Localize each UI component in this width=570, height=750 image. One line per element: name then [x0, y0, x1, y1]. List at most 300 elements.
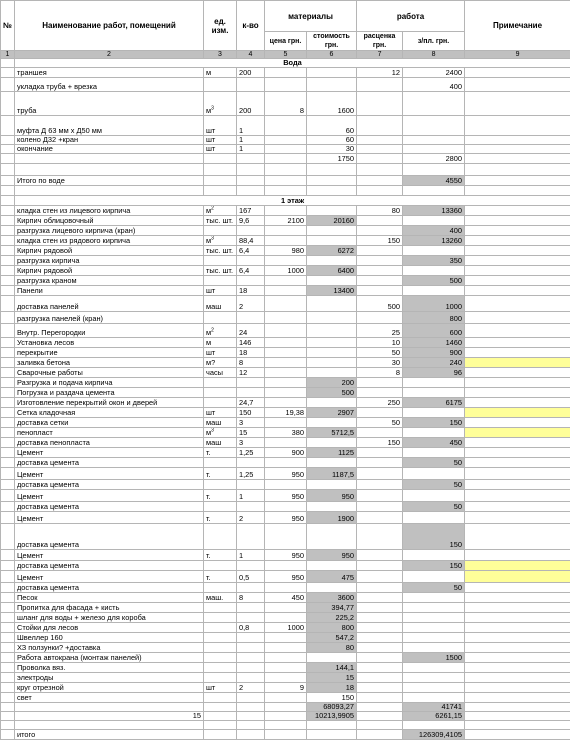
cell-qty[interactable]: 150: [237, 408, 265, 418]
cell-qty[interactable]: [237, 693, 265, 703]
cell-cost[interactable]: [307, 236, 357, 246]
cell-qty[interactable]: [237, 653, 265, 663]
cell-num[interactable]: [1, 266, 15, 276]
cell-cost[interactable]: [307, 721, 357, 730]
cell-name[interactable]: пенопласт: [15, 428, 204, 438]
cell-cost[interactable]: [307, 312, 357, 324]
cell-cost[interactable]: [307, 68, 357, 78]
cell-note[interactable]: [465, 286, 570, 296]
cell-note[interactable]: [465, 145, 570, 154]
cell-rate[interactable]: [357, 683, 403, 693]
cell-unit[interactable]: шт: [204, 348, 237, 358]
cell-num[interactable]: [1, 593, 15, 603]
cell-salary[interactable]: [403, 683, 465, 693]
cell-num[interactable]: [1, 712, 15, 721]
cell-note[interactable]: [465, 186, 570, 196]
cell-qty[interactable]: 1: [237, 116, 265, 136]
cell-price[interactable]: [265, 226, 307, 236]
cell-num[interactable]: [1, 154, 15, 164]
cell-salary[interactable]: 400: [403, 78, 465, 92]
cell-price[interactable]: [265, 68, 307, 78]
cell-note[interactable]: [465, 623, 570, 633]
cell-num[interactable]: [1, 448, 15, 458]
cell-salary[interactable]: [403, 286, 465, 296]
cell-salary[interactable]: [403, 673, 465, 683]
cell-unit[interactable]: [204, 480, 237, 490]
cell-note[interactable]: [465, 368, 570, 378]
cell-cost[interactable]: 30: [307, 145, 357, 154]
cell-rate[interactable]: [357, 256, 403, 266]
cell-note[interactable]: [465, 296, 570, 312]
cell-qty[interactable]: 24,7: [237, 398, 265, 408]
cell-note[interactable]: [465, 378, 570, 388]
cell-cost[interactable]: 144,1: [307, 663, 357, 673]
cell-unit[interactable]: [204, 561, 237, 571]
cell-cost[interactable]: [307, 480, 357, 490]
cell-note[interactable]: [465, 480, 570, 490]
cell-salary[interactable]: 50: [403, 458, 465, 468]
cell-name[interactable]: разгрузка краном: [15, 276, 204, 286]
cell-cost[interactable]: [307, 524, 357, 550]
cell-note[interactable]: [465, 643, 570, 653]
cell-name[interactable]: доставка сетки: [15, 418, 204, 428]
cell-unit[interactable]: $м^3$: [204, 92, 237, 116]
cell-price[interactable]: [265, 480, 307, 490]
cell-note[interactable]: [465, 136, 570, 145]
cell-salary[interactable]: 13260: [403, 236, 465, 246]
cell-price[interactable]: 980: [265, 246, 307, 256]
cell-qty[interactable]: [237, 730, 265, 740]
cell-num[interactable]: [1, 428, 15, 438]
cell-name[interactable]: Цемент: [15, 571, 204, 583]
cell-name[interactable]: кладка стен из лицевого кирпича: [15, 206, 204, 216]
cell-note[interactable]: [465, 256, 570, 266]
cell-name[interactable]: кладка стен из рядового кирпича: [15, 236, 204, 246]
cell-unit[interactable]: [204, 730, 237, 740]
cell-salary[interactable]: [403, 378, 465, 388]
cell-cost[interactable]: [307, 418, 357, 428]
cell-price[interactable]: [265, 673, 307, 683]
cell-note[interactable]: [465, 408, 570, 418]
cell-price[interactable]: [265, 286, 307, 296]
cell-name[interactable]: Проволка вяз.: [15, 663, 204, 673]
cell-num[interactable]: [1, 216, 15, 226]
cell-price[interactable]: [265, 378, 307, 388]
cell-price[interactable]: [265, 312, 307, 324]
cell-salary[interactable]: [403, 593, 465, 603]
cell-note[interactable]: [465, 468, 570, 480]
cell-cost[interactable]: 950: [307, 490, 357, 502]
cell-qty[interactable]: [237, 613, 265, 623]
cell-num[interactable]: [1, 458, 15, 468]
cell-num[interactable]: [1, 246, 15, 256]
cell-note[interactable]: [465, 703, 570, 712]
cell-rate[interactable]: [357, 246, 403, 256]
cell-name[interactable]: Сетка кладочная: [15, 408, 204, 418]
cell-name[interactable]: Цемент: [15, 468, 204, 480]
cell-salary[interactable]: 600: [403, 324, 465, 338]
cell-cost[interactable]: 475: [307, 571, 357, 583]
cell-salary[interactable]: [403, 216, 465, 226]
cell-salary[interactable]: [403, 145, 465, 154]
cell-qty[interactable]: 0,5: [237, 571, 265, 583]
cell-unit[interactable]: [204, 712, 237, 721]
cell-qty[interactable]: [237, 78, 265, 92]
cell-name[interactable]: разгрузка кирпича: [15, 256, 204, 266]
cell-salary[interactable]: [403, 663, 465, 673]
cell-price[interactable]: [265, 145, 307, 154]
cell-unit[interactable]: маш.: [204, 593, 237, 603]
cell-price[interactable]: [265, 206, 307, 216]
cell-note[interactable]: [465, 673, 570, 683]
cell-unit[interactable]: [204, 154, 237, 164]
cell-rate[interactable]: 150: [357, 438, 403, 448]
cell-num[interactable]: [1, 256, 15, 266]
cell-price[interactable]: [265, 502, 307, 512]
cell-name[interactable]: Цемент: [15, 512, 204, 524]
cell-unit[interactable]: т.: [204, 571, 237, 583]
cell-qty[interactable]: 1: [237, 490, 265, 502]
cell-num[interactable]: [1, 561, 15, 571]
cell-cost[interactable]: [307, 368, 357, 378]
cell-qty[interactable]: 6,4: [237, 266, 265, 276]
cell-rate[interactable]: [357, 663, 403, 673]
cell-num[interactable]: [1, 613, 15, 623]
cell-num[interactable]: [1, 693, 15, 703]
cell-price[interactable]: [265, 176, 307, 186]
cell-price[interactable]: [265, 368, 307, 378]
cell-unit[interactable]: шт: [204, 286, 237, 296]
cell-rate[interactable]: [357, 643, 403, 653]
cell-unit[interactable]: [204, 164, 237, 176]
cell-unit[interactable]: $м^2$: [204, 324, 237, 338]
cell-salary[interactable]: [403, 266, 465, 276]
cell-salary[interactable]: 41741: [403, 703, 465, 712]
cell-rate[interactable]: [357, 388, 403, 398]
cell-salary[interactable]: 150: [403, 418, 465, 428]
cell-note[interactable]: [465, 730, 570, 740]
cell-rate[interactable]: [357, 312, 403, 324]
cell-price[interactable]: 950: [265, 512, 307, 524]
cell-num[interactable]: [1, 643, 15, 653]
cell-salary[interactable]: 4550: [403, 176, 465, 186]
cell-name[interactable]: траншея: [15, 68, 204, 78]
cell-unit[interactable]: [204, 378, 237, 388]
cell-unit[interactable]: тыс. шт.: [204, 216, 237, 226]
cell-rate[interactable]: [357, 603, 403, 613]
cell-name[interactable]: разгрузка лицевого кирпича (кран): [15, 226, 204, 236]
cell-rate[interactable]: [357, 633, 403, 643]
cell-rate[interactable]: [357, 613, 403, 623]
cell-price[interactable]: [265, 703, 307, 712]
cell-unit[interactable]: м: [204, 68, 237, 78]
cell-salary[interactable]: 2400: [403, 68, 465, 78]
cell-num[interactable]: [1, 673, 15, 683]
cell-note[interactable]: [465, 418, 570, 428]
cell-salary[interactable]: [403, 721, 465, 730]
cell-note[interactable]: [465, 663, 570, 673]
cell-rate[interactable]: [357, 176, 403, 186]
cell-rate[interactable]: 25: [357, 324, 403, 338]
cell-qty[interactable]: [237, 154, 265, 164]
cell-price[interactable]: [265, 663, 307, 673]
cell-rate[interactable]: [357, 226, 403, 236]
cell-cost[interactable]: 1125: [307, 448, 357, 458]
cell-note[interactable]: [465, 246, 570, 256]
cell-unit[interactable]: [204, 583, 237, 593]
cell-qty[interactable]: 1: [237, 550, 265, 561]
cell-rate[interactable]: [357, 721, 403, 730]
cell-num[interactable]: [1, 480, 15, 490]
cell-rate[interactable]: [357, 78, 403, 92]
cell-qty[interactable]: 1,25: [237, 468, 265, 480]
cell-cost[interactable]: 13400: [307, 286, 357, 296]
cell-salary[interactable]: [403, 408, 465, 418]
cell-salary[interactable]: [403, 603, 465, 613]
cell-cost[interactable]: 500: [307, 388, 357, 398]
cell-qty[interactable]: [237, 312, 265, 324]
cell-salary[interactable]: [403, 164, 465, 176]
cell-qty[interactable]: 15: [237, 428, 265, 438]
cell-qty[interactable]: [237, 583, 265, 593]
cell-unit[interactable]: тыс. шт.: [204, 266, 237, 276]
cell-name[interactable]: [15, 186, 204, 196]
cell-rate[interactable]: 150: [357, 236, 403, 246]
cell-unit[interactable]: тыс. шт.: [204, 246, 237, 256]
cell-unit[interactable]: [204, 603, 237, 613]
cell-unit[interactable]: шт: [204, 408, 237, 418]
cell-unit[interactable]: [204, 256, 237, 266]
cell-salary[interactable]: 2800: [403, 154, 465, 164]
cell-unit[interactable]: [204, 398, 237, 408]
cell-num[interactable]: [1, 603, 15, 613]
cell-qty[interactable]: [237, 721, 265, 730]
cell-rate[interactable]: [357, 286, 403, 296]
cell-unit[interactable]: [204, 703, 237, 712]
cell-num[interactable]: [1, 186, 15, 196]
cell-rate[interactable]: [357, 408, 403, 418]
cell-qty[interactable]: 6,4: [237, 246, 265, 256]
cell-salary[interactable]: [403, 693, 465, 703]
cell-num[interactable]: [1, 438, 15, 448]
cell-name[interactable]: Стойки для лесов: [15, 623, 204, 633]
cell-rate[interactable]: [357, 164, 403, 176]
cell-cost[interactable]: 1600: [307, 92, 357, 116]
cell-note[interactable]: [465, 490, 570, 502]
cell-unit[interactable]: маш: [204, 418, 237, 428]
cell-name[interactable]: итого: [15, 730, 204, 740]
cell-num[interactable]: [1, 388, 15, 398]
cell-salary[interactable]: [403, 643, 465, 653]
cell-cost[interactable]: 60: [307, 136, 357, 145]
cell-unit[interactable]: [204, 613, 237, 623]
cell-qty[interactable]: 2: [237, 296, 265, 312]
cell-price[interactable]: [265, 643, 307, 653]
cell-qty[interactable]: [237, 256, 265, 266]
cell-unit[interactable]: т.: [204, 550, 237, 561]
cell-salary[interactable]: 900: [403, 348, 465, 358]
cell-rate[interactable]: [357, 136, 403, 145]
cell-name[interactable]: ХЗ ползунки? +доставка: [15, 643, 204, 653]
cell-num[interactable]: [1, 524, 15, 550]
cell-note[interactable]: [465, 206, 570, 216]
cell-unit[interactable]: [204, 673, 237, 683]
cell-cost[interactable]: 800: [307, 623, 357, 633]
cell-num[interactable]: [1, 378, 15, 388]
cell-num[interactable]: [1, 136, 15, 145]
cell-num[interactable]: [1, 663, 15, 673]
cell-rate[interactable]: [357, 673, 403, 683]
cell-unit[interactable]: м: [204, 338, 237, 348]
cell-salary[interactable]: [403, 388, 465, 398]
cell-num[interactable]: [1, 196, 15, 206]
cell-cost[interactable]: 547,2: [307, 633, 357, 643]
cell-num[interactable]: [1, 502, 15, 512]
cell-cost[interactable]: [307, 206, 357, 216]
cell-price[interactable]: [265, 236, 307, 246]
cell-rate[interactable]: [357, 693, 403, 703]
cell-name[interactable]: Кирпич рядовой: [15, 246, 204, 256]
cell-name[interactable]: Итого по воде: [15, 176, 204, 186]
cell-rate[interactable]: [357, 712, 403, 721]
cell-rate[interactable]: [357, 583, 403, 593]
cell-cost[interactable]: 225,2: [307, 613, 357, 623]
cell-qty[interactable]: [237, 643, 265, 653]
cell-name[interactable]: труба: [15, 92, 204, 116]
cell-price[interactable]: [265, 613, 307, 623]
cell-price[interactable]: [265, 136, 307, 145]
cell-unit[interactable]: шт: [204, 116, 237, 136]
cell-qty[interactable]: 18: [237, 286, 265, 296]
cell-num[interactable]: [1, 92, 15, 116]
cell-name[interactable]: заливка бетона: [15, 358, 204, 368]
cell-num[interactable]: [1, 286, 15, 296]
cell-name[interactable]: Цемент: [15, 490, 204, 502]
cell-price[interactable]: 1000: [265, 623, 307, 633]
cell-rate[interactable]: [357, 512, 403, 524]
cell-cost[interactable]: [307, 276, 357, 286]
cell-price[interactable]: 450: [265, 593, 307, 603]
cell-name[interactable]: Кирпич рядовой: [15, 266, 204, 276]
cell-unit[interactable]: [204, 226, 237, 236]
cell-unit[interactable]: [204, 502, 237, 512]
cell-num[interactable]: [1, 296, 15, 312]
cell-qty[interactable]: [237, 480, 265, 490]
cell-name[interactable]: доставка цемента: [15, 524, 204, 550]
cell-salary[interactable]: 6261,15: [403, 712, 465, 721]
cell-num[interactable]: [1, 312, 15, 324]
cell-note[interactable]: [465, 603, 570, 613]
cell-rate[interactable]: [357, 480, 403, 490]
cell-note[interactable]: [465, 653, 570, 663]
cell-unit[interactable]: маш: [204, 438, 237, 448]
cell-note[interactable]: [465, 92, 570, 116]
cell-unit[interactable]: м?: [204, 358, 237, 368]
cell-name[interactable]: окончание: [15, 145, 204, 154]
cell-unit[interactable]: [204, 312, 237, 324]
cell-price[interactable]: [265, 730, 307, 740]
cell-name[interactable]: Цемент: [15, 550, 204, 561]
cell-unit[interactable]: [204, 458, 237, 468]
cell-rate[interactable]: [357, 92, 403, 116]
cell-price[interactable]: 19,38: [265, 408, 307, 418]
cell-note[interactable]: [465, 276, 570, 286]
cell-price[interactable]: [265, 398, 307, 408]
cell-unit[interactable]: [204, 524, 237, 550]
cell-price[interactable]: 950: [265, 468, 307, 480]
cell-cost[interactable]: 2907: [307, 408, 357, 418]
cell-cost[interactable]: [307, 324, 357, 338]
cell-salary[interactable]: 126309,4105: [403, 730, 465, 740]
cell-price[interactable]: [265, 458, 307, 468]
cell-qty[interactable]: [237, 176, 265, 186]
cell-num[interactable]: [1, 59, 15, 68]
cell-salary[interactable]: [403, 623, 465, 633]
cell-num[interactable]: [1, 176, 15, 186]
cell-unit[interactable]: шт: [204, 145, 237, 154]
cell-unit[interactable]: маш: [204, 296, 237, 312]
cell-price[interactable]: [265, 154, 307, 164]
cell-qty[interactable]: 146: [237, 338, 265, 348]
cell-price[interactable]: [265, 276, 307, 286]
cell-price[interactable]: [265, 388, 307, 398]
cell-qty[interactable]: 24: [237, 324, 265, 338]
cell-cost[interactable]: [307, 583, 357, 593]
cell-salary[interactable]: [403, 92, 465, 116]
cell-salary[interactable]: [403, 186, 465, 196]
cell-note[interactable]: [465, 68, 570, 78]
cell-cost[interactable]: [307, 730, 357, 740]
cell-cost[interactable]: [307, 561, 357, 571]
cell-price[interactable]: 8: [265, 92, 307, 116]
cell-name[interactable]: Погрузка и раздача цемента: [15, 388, 204, 398]
cell-unit[interactable]: [204, 721, 237, 730]
cell-price[interactable]: 9: [265, 683, 307, 693]
cell-salary[interactable]: 1000: [403, 296, 465, 312]
cell-price[interactable]: [265, 524, 307, 550]
cell-num[interactable]: [1, 703, 15, 712]
cell-unit[interactable]: шт: [204, 136, 237, 145]
cell-qty[interactable]: 8: [237, 358, 265, 368]
cell-price[interactable]: [265, 583, 307, 593]
cell-cost[interactable]: [307, 338, 357, 348]
cell-rate[interactable]: 50: [357, 348, 403, 358]
cell-num[interactable]: [1, 721, 15, 730]
cell-cost[interactable]: [307, 502, 357, 512]
cell-num[interactable]: [1, 276, 15, 286]
cell-cost[interactable]: [307, 78, 357, 92]
cell-note[interactable]: [465, 712, 570, 721]
cell-name[interactable]: доставка цемента: [15, 561, 204, 571]
cell-note[interactable]: [465, 236, 570, 246]
cell-salary[interactable]: 1460: [403, 338, 465, 348]
cell-price[interactable]: [265, 721, 307, 730]
cell-name[interactable]: [15, 154, 204, 164]
cell-price[interactable]: [265, 324, 307, 338]
cell-rate[interactable]: [357, 571, 403, 583]
cell-cost[interactable]: [307, 358, 357, 368]
cell-name[interactable]: доставка панелей: [15, 296, 204, 312]
cell-note[interactable]: [465, 693, 570, 703]
cell-cost[interactable]: 6272: [307, 246, 357, 256]
cell-cost[interactable]: [307, 438, 357, 448]
cell-rate[interactable]: [357, 490, 403, 502]
cell-salary[interactable]: [403, 571, 465, 583]
cell-unit[interactable]: т.: [204, 448, 237, 458]
cell-qty[interactable]: [237, 703, 265, 712]
cell-name[interactable]: муфта Д 63 мм х Д50 мм: [15, 116, 204, 136]
cell-note[interactable]: [465, 550, 570, 561]
